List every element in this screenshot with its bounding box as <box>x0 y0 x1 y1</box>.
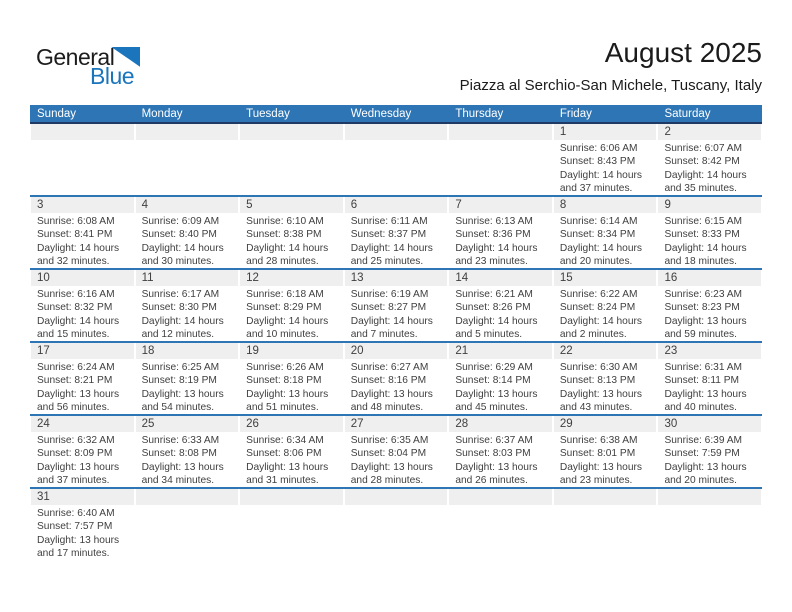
day-sunrise: Sunrise: 6:16 AM <box>37 289 115 300</box>
day-daylight: Daylight: 14 hours and 7 minutes. <box>350 315 433 341</box>
day-number: 6 <box>345 197 448 213</box>
day-daylight: Daylight: 13 hours and 59 minutes. <box>664 315 747 341</box>
week-row <box>30 489 762 560</box>
day-cell-12 <box>239 270 344 341</box>
day-cell-14 <box>448 270 553 341</box>
day-details <box>657 359 762 414</box>
day-cell-empty <box>553 489 658 560</box>
day-cell-29 <box>553 416 658 487</box>
weekday-header-sunday: Sunday <box>37 108 77 120</box>
day-cell-18 <box>135 343 240 414</box>
day-number: 8 <box>554 197 657 213</box>
day-cell-empty <box>448 124 553 195</box>
day-cell-17 <box>30 343 135 414</box>
day-number: 24 <box>31 416 134 432</box>
day-sunset: Sunset: 8:27 PM <box>350 302 427 314</box>
day-number: 16 <box>658 270 761 286</box>
day-sunrise: Sunrise: 6:24 AM <box>37 362 115 373</box>
day-cell-7 <box>448 197 553 268</box>
day-cell-11 <box>135 270 240 341</box>
day-number: 10 <box>31 270 134 286</box>
day-number: 21 <box>449 343 552 359</box>
day-cell-empty <box>30 124 135 195</box>
day-sunset: Sunset: 8:14 PM <box>455 375 531 387</box>
day-sunset: Sunset: 8:42 PM <box>664 156 740 168</box>
day-sunset: Sunset: 8:41 PM <box>37 229 113 241</box>
day-daylight: Daylight: 13 hours and 17 minutes. <box>37 534 120 560</box>
day-daylight: Daylight: 13 hours and 43 minutes. <box>559 388 643 414</box>
day-details <box>239 213 344 268</box>
day-daylight: Daylight: 14 hours and 12 minutes. <box>141 315 224 341</box>
day-daylight: Daylight: 14 hours and 28 minutes. <box>246 242 329 268</box>
day-number: 12 <box>240 270 343 286</box>
day-number: 2 <box>658 124 761 140</box>
day-number: 26 <box>240 416 343 432</box>
day-sunset: Sunset: 8:26 PM <box>455 302 531 314</box>
week-row <box>30 416 762 489</box>
day-cell-empty <box>344 489 449 560</box>
weekday-header-saturday: Saturday <box>664 108 711 120</box>
day-number <box>449 124 552 140</box>
day-sunrise: Sunrise: 6:34 AM <box>246 435 324 446</box>
day-sunrise: Sunrise: 6:32 AM <box>37 435 115 446</box>
day-sunrise: Sunrise: 6:29 AM <box>455 362 533 373</box>
day-sunrise: Sunrise: 6:15 AM <box>664 216 743 227</box>
day-sunrise: Sunrise: 6:11 AM <box>350 216 428 227</box>
day-cell-27 <box>344 416 449 487</box>
day-sunrise: Sunrise: 6:25 AM <box>141 362 220 373</box>
day-sunset: Sunset: 8:32 PM <box>37 302 113 314</box>
day-cell-24 <box>30 416 135 487</box>
day-number: 11 <box>136 270 239 286</box>
day-details <box>344 359 449 414</box>
day-details <box>657 432 762 487</box>
day-details <box>448 286 553 341</box>
day-number: 18 <box>136 343 239 359</box>
day-sunrise: Sunrise: 6:18 AM <box>246 289 324 300</box>
day-sunset: Sunset: 7:57 PM <box>37 521 113 533</box>
day-number: 20 <box>345 343 448 359</box>
day-daylight: Daylight: 14 hours and 32 minutes. <box>37 242 120 268</box>
day-daylight: Daylight: 14 hours and 30 minutes. <box>141 242 224 268</box>
weekday-header-row <box>30 105 762 124</box>
day-details <box>30 432 135 487</box>
day-cell-empty <box>135 489 240 560</box>
day-sunrise: Sunrise: 6:21 AM <box>455 289 533 300</box>
day-sunrise: Sunrise: 6:38 AM <box>559 435 638 446</box>
day-number: 4 <box>136 197 239 213</box>
day-cell-empty <box>239 124 344 195</box>
day-number: 7 <box>449 197 552 213</box>
day-sunset: Sunset: 8:16 PM <box>350 375 427 387</box>
day-number <box>136 489 239 505</box>
day-cell-empty <box>657 489 762 560</box>
day-details <box>30 286 135 341</box>
day-sunset: Sunset: 7:59 PM <box>664 448 740 460</box>
day-cell-8 <box>553 197 658 268</box>
day-cell-20 <box>344 343 449 414</box>
day-details <box>239 286 344 341</box>
day-sunrise: Sunrise: 6:07 AM <box>664 143 743 154</box>
day-daylight: Daylight: 14 hours and 37 minutes. <box>559 169 643 195</box>
day-daylight: Daylight: 14 hours and 5 minutes. <box>455 315 538 341</box>
calendar <box>30 105 762 560</box>
day-sunset: Sunset: 8:43 PM <box>559 156 636 168</box>
weekday-header-thursday: Thursday <box>455 108 504 120</box>
day-cell-9 <box>657 197 762 268</box>
day-details <box>657 140 762 195</box>
day-cell-13 <box>344 270 449 341</box>
day-cell-10 <box>30 270 135 341</box>
day-number: 22 <box>554 343 657 359</box>
day-sunrise: Sunrise: 6:30 AM <box>559 362 638 373</box>
day-number: 15 <box>554 270 657 286</box>
day-details <box>135 432 240 487</box>
day-cell-2 <box>657 124 762 195</box>
day-details <box>448 359 553 414</box>
day-sunrise: Sunrise: 6:19 AM <box>350 289 429 300</box>
day-sunrise: Sunrise: 6:06 AM <box>559 143 638 154</box>
day-details <box>553 286 658 341</box>
day-number: 1 <box>554 124 657 140</box>
logo-text-general: General <box>36 44 115 70</box>
day-sunrise: Sunrise: 6:14 AM <box>559 216 638 227</box>
day-number: 9 <box>658 197 761 213</box>
day-sunrise: Sunrise: 6:31 AM <box>664 362 743 373</box>
day-daylight: Daylight: 13 hours and 23 minutes. <box>559 461 643 487</box>
day-sunset: Sunset: 8:21 PM <box>37 375 113 387</box>
day-number <box>554 489 657 505</box>
day-details <box>135 359 240 414</box>
day-cell-26 <box>239 416 344 487</box>
day-cell-28 <box>448 416 553 487</box>
day-sunset: Sunset: 8:33 PM <box>664 229 740 241</box>
day-details <box>448 213 553 268</box>
day-sunrise: Sunrise: 6:08 AM <box>37 216 115 227</box>
day-daylight: Daylight: 14 hours and 23 minutes. <box>455 242 538 268</box>
day-sunrise: Sunrise: 6:26 AM <box>246 362 324 373</box>
day-daylight: Daylight: 13 hours and 34 minutes. <box>141 461 224 487</box>
weekday-header-tuesday: Tuesday <box>246 108 290 120</box>
day-daylight: Daylight: 13 hours and 51 minutes. <box>246 388 329 414</box>
day-sunset: Sunset: 8:40 PM <box>141 229 217 241</box>
day-cell-25 <box>135 416 240 487</box>
day-details <box>135 213 240 268</box>
day-daylight: Daylight: 13 hours and 28 minutes. <box>350 461 433 487</box>
day-number: 27 <box>345 416 448 432</box>
day-details <box>344 286 449 341</box>
general-blue-logo <box>36 44 140 89</box>
day-number <box>240 124 343 140</box>
day-number <box>345 489 448 505</box>
day-cell-1 <box>553 124 658 195</box>
day-sunset: Sunset: 8:08 PM <box>141 448 217 460</box>
day-sunset: Sunset: 8:04 PM <box>350 448 427 460</box>
day-number <box>345 124 448 140</box>
day-sunrise: Sunrise: 6:35 AM <box>350 435 429 446</box>
day-sunrise: Sunrise: 6:40 AM <box>37 508 115 519</box>
day-cell-16 <box>657 270 762 341</box>
day-details <box>657 286 762 341</box>
day-details <box>30 359 135 414</box>
day-daylight: Daylight: 13 hours and 40 minutes. <box>664 388 747 414</box>
day-sunset: Sunset: 8:01 PM <box>559 448 636 460</box>
day-daylight: Daylight: 13 hours and 45 minutes. <box>455 388 538 414</box>
day-details <box>30 213 135 268</box>
day-sunset: Sunset: 8:09 PM <box>37 448 113 460</box>
day-cell-3 <box>30 197 135 268</box>
day-number <box>136 124 239 140</box>
day-sunset: Sunset: 8:18 PM <box>246 375 322 387</box>
day-daylight: Daylight: 14 hours and 25 minutes. <box>350 242 433 268</box>
calendar-weeks <box>30 124 762 560</box>
weekday-header-friday: Friday <box>559 108 592 120</box>
day-daylight: Daylight: 13 hours and 31 minutes. <box>246 461 329 487</box>
day-sunset: Sunset: 8:36 PM <box>455 229 531 241</box>
day-details <box>239 432 344 487</box>
day-number: 17 <box>31 343 134 359</box>
day-daylight: Daylight: 14 hours and 18 minutes. <box>664 242 747 268</box>
week-row <box>30 124 762 197</box>
day-daylight: Daylight: 14 hours and 2 minutes. <box>559 315 643 341</box>
day-sunrise: Sunrise: 6:17 AM <box>141 289 220 300</box>
day-daylight: Daylight: 13 hours and 26 minutes. <box>455 461 538 487</box>
week-row <box>30 270 762 343</box>
day-cell-empty <box>135 124 240 195</box>
day-cell-6 <box>344 197 449 268</box>
day-daylight: Daylight: 13 hours and 56 minutes. <box>37 388 120 414</box>
logo-text-blue: Blue <box>90 63 135 89</box>
day-details <box>553 213 658 268</box>
day-cell-23 <box>657 343 762 414</box>
day-number: 23 <box>658 343 761 359</box>
day-number: 29 <box>554 416 657 432</box>
day-number: 28 <box>449 416 552 432</box>
day-details <box>135 286 240 341</box>
day-sunset: Sunset: 8:34 PM <box>559 229 636 241</box>
day-cell-15 <box>553 270 658 341</box>
day-sunset: Sunset: 8:11 PM <box>664 375 740 387</box>
day-number: 31 <box>31 489 134 505</box>
week-row <box>30 343 762 416</box>
day-sunrise: Sunrise: 6:27 AM <box>350 362 429 373</box>
day-daylight: Daylight: 13 hours and 54 minutes. <box>141 388 224 414</box>
day-sunrise: Sunrise: 6:23 AM <box>664 289 743 300</box>
day-sunrise: Sunrise: 6:33 AM <box>141 435 220 446</box>
day-details <box>239 359 344 414</box>
day-details <box>657 213 762 268</box>
day-details <box>553 140 658 195</box>
weekday-header-wednesday: Wednesday <box>350 108 412 120</box>
day-sunset: Sunset: 8:29 PM <box>246 302 322 314</box>
day-cell-21 <box>448 343 553 414</box>
day-daylight: Daylight: 14 hours and 15 minutes. <box>37 315 120 341</box>
day-sunset: Sunset: 8:03 PM <box>455 448 531 460</box>
day-daylight: Daylight: 14 hours and 35 minutes. <box>664 169 747 195</box>
day-details <box>553 432 658 487</box>
day-number: 3 <box>31 197 134 213</box>
day-daylight: Daylight: 13 hours and 20 minutes. <box>664 461 747 487</box>
day-sunset: Sunset: 8:06 PM <box>246 448 322 460</box>
day-cell-empty <box>448 489 553 560</box>
day-cell-4 <box>135 197 240 268</box>
day-sunrise: Sunrise: 6:22 AM <box>559 289 638 300</box>
day-number: 30 <box>658 416 761 432</box>
day-daylight: Daylight: 13 hours and 48 minutes. <box>350 388 433 414</box>
day-daylight: Daylight: 14 hours and 20 minutes. <box>559 242 643 268</box>
day-sunset: Sunset: 8:13 PM <box>559 375 636 387</box>
day-cell-empty <box>344 124 449 195</box>
day-number: 14 <box>449 270 552 286</box>
day-sunset: Sunset: 8:19 PM <box>141 375 217 387</box>
day-number: 25 <box>136 416 239 432</box>
day-number <box>658 489 761 505</box>
day-sunrise: Sunrise: 6:10 AM <box>246 216 324 227</box>
day-cell-31 <box>30 489 135 560</box>
day-daylight: Daylight: 13 hours and 37 minutes. <box>37 461 120 487</box>
day-details <box>344 213 449 268</box>
day-details <box>448 432 553 487</box>
weekday-header-monday: Monday <box>141 108 183 120</box>
location-subtitle: Piazza al Serchio-San Michele, Tuscany, Italy <box>459 77 762 94</box>
day-cell-30 <box>657 416 762 487</box>
day-details <box>30 505 135 560</box>
page-title: August 2025 <box>604 37 762 68</box>
day-number <box>240 489 343 505</box>
day-sunset: Sunset: 8:24 PM <box>559 302 636 314</box>
day-sunrise: Sunrise: 6:09 AM <box>141 216 220 227</box>
day-sunset: Sunset: 8:23 PM <box>664 302 740 314</box>
day-sunset: Sunset: 8:38 PM <box>246 229 322 241</box>
day-cell-22 <box>553 343 658 414</box>
day-daylight: Daylight: 14 hours and 10 minutes. <box>246 315 329 341</box>
day-sunset: Sunset: 8:30 PM <box>141 302 217 314</box>
day-cell-19 <box>239 343 344 414</box>
day-details <box>344 432 449 487</box>
day-number: 5 <box>240 197 343 213</box>
day-sunset: Sunset: 8:37 PM <box>350 229 427 241</box>
day-details <box>553 359 658 414</box>
day-number <box>449 489 552 505</box>
day-sunrise: Sunrise: 6:37 AM <box>455 435 533 446</box>
week-row <box>30 197 762 270</box>
day-number: 19 <box>240 343 343 359</box>
day-number: 13 <box>345 270 448 286</box>
day-sunrise: Sunrise: 6:39 AM <box>664 435 743 446</box>
day-sunrise: Sunrise: 6:13 AM <box>455 216 533 227</box>
day-number <box>31 124 134 140</box>
day-cell-empty <box>239 489 344 560</box>
day-cell-5 <box>239 197 344 268</box>
